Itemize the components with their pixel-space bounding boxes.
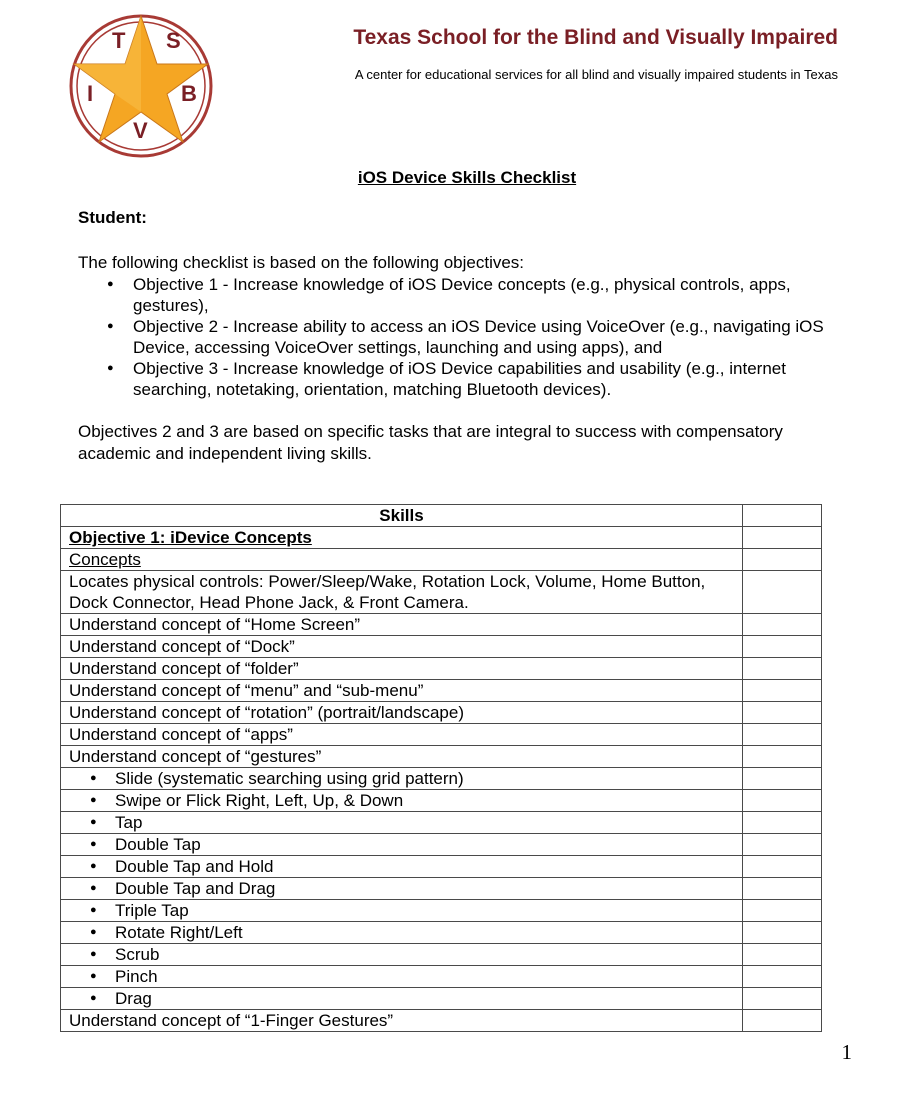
check-cell[interactable] (743, 922, 822, 944)
check-cell[interactable] (743, 636, 822, 658)
gesture-item: ● Tap (61, 812, 743, 834)
check-cell[interactable] (743, 614, 822, 636)
gesture-item: ● Swipe or Flick Right, Left, Up, & Down (61, 790, 743, 812)
table-row (61, 702, 822, 724)
objective-heading: Objective 1: iDevice Concepts (61, 527, 743, 549)
objectives-list (78, 274, 858, 400)
check-cell[interactable] (743, 900, 822, 922)
objectives-note: Objectives 2 and 3 are based on specific tasks that are integral to success with compensatory academic and independent living skills. (78, 422, 783, 463)
gesture-item: ● Double Tap and Drag (61, 878, 743, 900)
table-row (61, 790, 822, 812)
table-row (61, 636, 822, 658)
gesture-item: ● Rotate Right/Left (61, 922, 743, 944)
objective-item: ● Objective 1 - Increase knowledge of iOS Device concepts (e.g., physical controls, apps, gestures), (78, 274, 858, 316)
document-title: iOS Device Skills Checklist (357, 168, 577, 187)
check-cell[interactable] (743, 680, 822, 702)
student-label: Student: (78, 208, 147, 227)
skill-cell: Understand concept of “apps” (61, 724, 743, 746)
table-row (61, 922, 822, 944)
tsbvi-logo (66, 14, 216, 158)
logo-letter-t: T (112, 28, 126, 53)
gesture-item: ● Double Tap and Hold (61, 856, 743, 878)
table-row (61, 966, 822, 988)
gesture-item: ● Triple Tap (61, 900, 743, 922)
table-row (61, 944, 822, 966)
gesture-item: ● Double Tap (61, 834, 743, 856)
table-row (61, 680, 822, 702)
check-cell[interactable] (743, 658, 822, 680)
section-heading: Concepts (61, 549, 743, 571)
skill-cell: Understand concept of “1-Finger Gestures” (61, 1010, 743, 1032)
intro-text: The following checklist is based on the following objectives: (78, 253, 525, 272)
skill-cell: Understand concept of “Dock” (61, 636, 743, 658)
page-number: 1 (841, 1040, 852, 1064)
logo-letter-i: I (87, 81, 94, 106)
table-row (61, 614, 822, 636)
check-cell[interactable] (743, 527, 822, 549)
objective-item: ● Objective 3 - Increase knowledge of iOS Device capabilities and usability (e.g., internet searching, notetaking, orientation, matching Bluetooth devices). (78, 358, 858, 400)
gesture-item: ● Pinch (61, 966, 743, 988)
check-cell[interactable] (743, 966, 822, 988)
skill-cell: Locates physical controls: Power/Sleep/Wake, Rotation Lock, Volume, Home Button, Dock Connector, Head Phone Jack, & Front Camera. (61, 571, 743, 614)
table-row (61, 812, 822, 834)
skill-cell: Understand concept of “gestures” (61, 746, 743, 768)
table-row (61, 900, 822, 922)
table-header-row (61, 505, 822, 527)
skill-cell: Understand concept of “folder” (61, 658, 743, 680)
skill-cell: Understand concept of “Home Screen” (61, 614, 743, 636)
check-cell[interactable] (743, 944, 822, 966)
check-cell[interactable] (743, 724, 822, 746)
gesture-item: ● Scrub (61, 944, 743, 966)
skill-cell: Understand concept of “menu” and “sub-menu” (61, 680, 743, 702)
check-cell[interactable] (743, 812, 822, 834)
skills-header: Skills (61, 505, 743, 527)
check-cell[interactable] (743, 1010, 822, 1032)
tagline: A center for educational services for all blind and visually impaired students in Texas (354, 67, 838, 82)
table-row (61, 878, 822, 900)
table-row (61, 549, 822, 571)
gesture-item: ● Drag (61, 988, 743, 1010)
table-row (61, 527, 822, 549)
table-row (61, 1010, 822, 1032)
logo-letter-v: V (133, 118, 148, 143)
table-row (61, 746, 822, 768)
check-cell[interactable] (743, 571, 822, 614)
table-row (61, 658, 822, 680)
skills-table (60, 504, 822, 1032)
logo-letter-b: B (181, 81, 197, 106)
check-cell[interactable] (743, 505, 822, 527)
logo-letter-s: S (166, 28, 181, 53)
check-cell[interactable] (743, 988, 822, 1010)
check-cell[interactable] (743, 702, 822, 724)
gesture-item: ● Slide (systematic searching using grid pattern) (61, 768, 743, 790)
table-row (61, 571, 822, 614)
objective-item: ● Objective 2 - Increase ability to access an iOS Device using VoiceOver (e.g., navigating iOS Device, accessing VoiceOver settings, launching and using apps), and (78, 316, 858, 358)
check-cell[interactable] (743, 856, 822, 878)
table-row (61, 724, 822, 746)
table-row (61, 856, 822, 878)
table-row (61, 834, 822, 856)
check-cell[interactable] (743, 746, 822, 768)
check-cell[interactable] (743, 549, 822, 571)
check-cell[interactable] (743, 834, 822, 856)
table-row (61, 988, 822, 1010)
table-row (61, 768, 822, 790)
check-cell[interactable] (743, 790, 822, 812)
check-cell[interactable] (743, 768, 822, 790)
org-name: Texas School for the Blind and Visually Impaired (353, 26, 838, 49)
check-cell[interactable] (743, 878, 822, 900)
skill-cell: Understand concept of “rotation” (portrait/landscape) (61, 702, 743, 724)
